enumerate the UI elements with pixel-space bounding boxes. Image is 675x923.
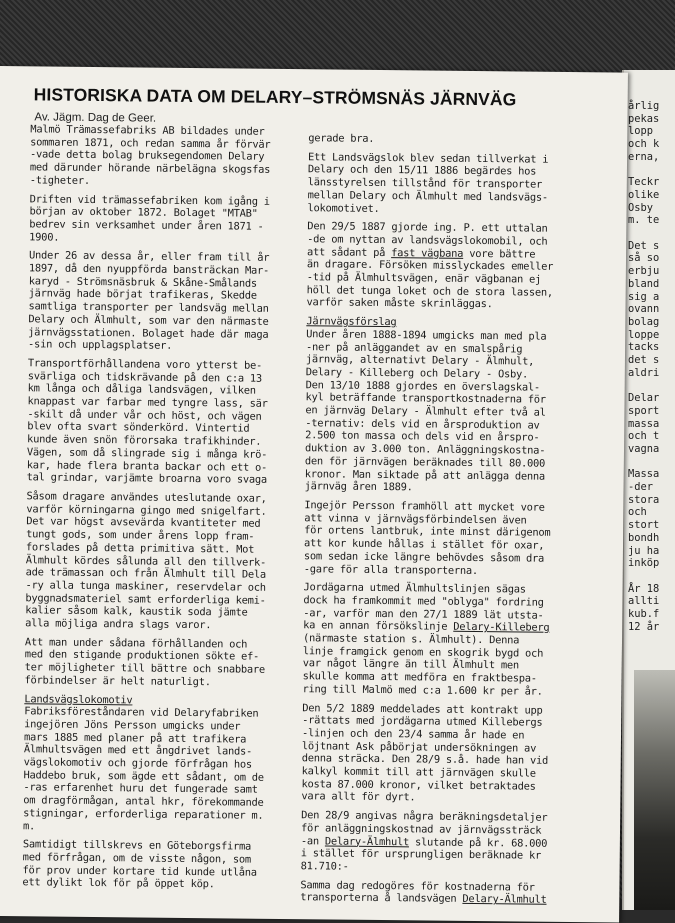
text-line: Samtidigt tillskrevs en Göteborgsfirma xyxy=(22,838,252,853)
text-line: kunde även snön förorsaka trafikhinder. xyxy=(27,433,262,448)
text-line: -de om nyttan av landsvägslokomobil, och xyxy=(307,233,548,248)
text-line: förbindelser är helt naturligt. xyxy=(24,674,211,689)
text-line: bedrev sin verksamhet under åren 1871 - xyxy=(29,218,264,233)
text-line: -sin och upplagsplatser. xyxy=(28,338,173,353)
text-line: höll det tunga loket och de stora lassen, xyxy=(306,283,553,299)
text-line: ter möjligheter till bättre och snabbare xyxy=(24,661,265,676)
text-line: mellan Delary och Älmhult med landsvägs- xyxy=(307,189,548,204)
text-line: att kor kunde hållas i stället för oxar, xyxy=(303,537,545,552)
adjacent-text-line: sig a xyxy=(628,290,660,303)
text-line: ade trämassan och från Älmhult till Dela xyxy=(25,566,266,582)
adjacent-text-line: loppe xyxy=(628,328,660,341)
text-line: tungt gods, som under årens lopp fram- xyxy=(26,528,255,543)
text-line: Ingejör Persson framhöll att mycket vore xyxy=(304,499,545,514)
text-line: ingejören Jöns Persson umgicks under xyxy=(24,718,241,733)
text-line: -ner på anläggandet av en smalspårig xyxy=(306,340,523,356)
text-line: lokomotivet. xyxy=(307,201,380,215)
text-line: med förfrågan, om de visste någon, som xyxy=(22,851,251,866)
adjacent-text-line: erna, xyxy=(628,150,660,163)
adjacent-text-line: Delar xyxy=(628,392,660,405)
adjacent-text-line: massa xyxy=(628,417,660,430)
adjacent-text-line: och t xyxy=(628,430,660,443)
adjacent-text-line: År 18 xyxy=(628,582,660,595)
text-line: Älmhultsvägen med ett ångdrivet lands- xyxy=(23,743,253,759)
text-line: -rättats med jordägarna utmed Killebergs xyxy=(302,714,543,729)
adjacent-text-line: så so xyxy=(628,252,660,265)
text-line: med därunder hörande närbelägna skogsfas xyxy=(29,161,271,176)
adjacent-text-line: bolag xyxy=(628,315,660,328)
adjacent-text-line: kub.f xyxy=(628,608,660,621)
paragraph xyxy=(307,151,608,218)
text-line: m. xyxy=(22,819,36,832)
text-line: Samma dag redogöres för kostnaderna för xyxy=(300,878,535,894)
left-column xyxy=(22,123,305,898)
text-line: Under 26 av dessa år, eller fram till år xyxy=(28,249,270,265)
text-line: järnväg hade börjat trafikeras, Skedde xyxy=(28,287,257,303)
text-line: blev ofta svart sönderkörd. Vintertid xyxy=(27,420,250,436)
text-line: varför körningarna gingo med snigelfart. xyxy=(26,502,267,518)
text-line: 2.500 ton massa och dels vid en årspro- xyxy=(305,429,540,445)
text-line: -ar, varför man den 27/1 1889 lät utsta- xyxy=(303,606,544,622)
paragraph xyxy=(23,693,299,836)
text-line: varför saken måste skrinläggas. xyxy=(306,296,493,311)
text-line: kyl beträffande transportkostnaderna för xyxy=(305,391,546,407)
text-line: än dragare. Försöken misslyckades emeller xyxy=(306,258,554,274)
text-line: skulle komma att medföra en fraktbespa- xyxy=(302,670,537,685)
text-line: Vägen, som då slingrade sig i många krö- xyxy=(26,446,268,461)
text-line: länsstyrelsen tillstånd för transporter xyxy=(307,176,543,191)
paragraph xyxy=(28,250,304,354)
text-line: gerade bra. xyxy=(308,132,375,145)
text-line: Delary - Killeberg och Delary - Osby. xyxy=(305,366,529,381)
paragraph xyxy=(301,809,602,876)
text-line: vägslokomotiv och gjorde förfrågan hos xyxy=(23,756,252,771)
text-line: järnväg åren 1889. xyxy=(304,480,413,494)
text-line: i stället för ursprungligen beräknade kr xyxy=(300,847,542,862)
adjacent-text-line: Det s xyxy=(628,239,660,252)
paragraph xyxy=(22,839,298,893)
paragraph xyxy=(305,315,607,496)
adjacent-text-line: inköp xyxy=(628,557,660,570)
adjacent-text-line: lopp xyxy=(628,125,654,138)
text-line: alla möjliga andra slags varor. xyxy=(25,617,212,632)
text-line: transporterna å landsvägen Delary-Älmhult xyxy=(300,891,547,907)
text-line: Den 28/9 angivas några beräkningsdetaljer xyxy=(301,809,548,824)
text-line: järnvägsstationen. Bolaget hade där maga xyxy=(28,325,269,341)
text-line: Under åren 1888-1894 umgicks man med pla xyxy=(306,328,547,343)
text-line: duktion av 3.000 ton. Anläggningskostna- xyxy=(304,442,546,457)
adjacent-text-line: sport xyxy=(628,404,660,417)
adjacent-text-line: tacks xyxy=(628,341,660,354)
adjacent-text-line: Massa xyxy=(628,468,660,481)
text-line: -tid på Älmhultsvägen, enär vägbanan ej xyxy=(306,271,542,286)
text-line: löjtnant Ask påbörjat undersökningen av xyxy=(301,739,537,755)
text-line: km långa och dåliga landsvägen, vilken xyxy=(27,382,256,398)
text-line: -gare för alla transporterna. xyxy=(303,562,478,577)
adjacent-text-line xyxy=(628,570,659,583)
article-title: HISTORISKA DATA OM DELARY–STRÖMSNÄS JÄRNVÄG xyxy=(33,84,517,110)
adjacent-page xyxy=(622,70,675,910)
adjacent-text-line: pekas xyxy=(628,112,660,125)
text-line: början av oktober 1872. Bolaget "MTAB" xyxy=(29,205,258,220)
text-line: 1900. xyxy=(29,230,60,244)
text-line: Driften vid trämassefabriken kom igång i xyxy=(29,192,270,208)
text-line: Såsom dragare användes uteslutande oxar, xyxy=(26,490,267,505)
text-line: Jordägarna utmed Älmhultslinjen sägas xyxy=(303,581,526,596)
adjacent-text-line xyxy=(628,379,659,392)
document-page xyxy=(0,66,628,923)
text-line: -ternativ: dels vid en årsproduktion av xyxy=(305,416,540,432)
text-line: samtliga transporter per landsväg mellan xyxy=(28,300,269,315)
paragraph xyxy=(308,132,608,148)
text-line: kalkyl kommit till att järnvägen skulle xyxy=(301,765,536,780)
text-line: Delary och den 15/11 1886 begärdes hos xyxy=(307,163,537,179)
adjacent-text-line: olike xyxy=(628,188,660,201)
text-line: 1897, då den nyuppförda bansträckan Mar- xyxy=(28,262,270,277)
adjacent-text-line: Teckr xyxy=(628,176,660,189)
text-line: var något längre än till Älmhult men xyxy=(302,657,520,672)
paragraph xyxy=(25,490,301,633)
adjacent-text-line: allti xyxy=(628,595,660,608)
text-line: kar, hade flera branta backar och ett o- xyxy=(26,458,268,474)
paragraph xyxy=(30,123,306,189)
text-line: svärliga och tidskrävande på den c:a 13 xyxy=(27,369,263,385)
text-line: knappast var farbar med tyngre lass, sär xyxy=(27,395,268,410)
adjacent-text-line: det s xyxy=(628,354,660,367)
adjacent-text-line: Osby xyxy=(628,201,654,214)
text-line: 81.710:- xyxy=(300,860,349,873)
text-line: för ortens lantbruk, inte minst därigenom xyxy=(304,524,551,540)
text-line: -ras erfarenhet huru det fungerade samt xyxy=(23,781,258,797)
text-line: karyd - Strömsnäsbruk & Skåne-Smålands xyxy=(28,275,258,290)
text-line: för prov under kortare tid kunde utlåna xyxy=(22,863,257,879)
text-line: sommaren 1871, och redan samma år förvär xyxy=(30,136,271,151)
text-line: Den 13/10 1888 gjordes en överslagskal- xyxy=(305,378,540,394)
text-line: byggnadsmateriel samt erforderliga kemi- xyxy=(25,591,266,607)
text-line: -linjen och den 23/4 samma år hade en xyxy=(301,727,525,742)
paragraph xyxy=(306,220,607,312)
text-line: Att man under sådana förhållanden och xyxy=(24,636,248,651)
adjacent-text-line xyxy=(628,164,659,177)
paragraph xyxy=(302,581,603,698)
text-line: (närmaste station s. Älmhult). Denna xyxy=(302,632,520,647)
text-line: Fabriksföreståndaren vid Delaryfabriken xyxy=(24,705,259,720)
text-line: Det var högst avsevärda kvantiteter med xyxy=(26,515,261,531)
text-line: Älmhult kördes sålunda all den tillverk- xyxy=(25,553,267,569)
adjacent-text-line: -der xyxy=(628,481,654,494)
adjacent-text-line: erbju xyxy=(628,265,660,278)
adjacent-text-line: m. te xyxy=(628,214,660,227)
text-line: att vinna v järnvägsförbindelsen även xyxy=(304,511,527,527)
adjacent-text-line: ju ha xyxy=(628,544,660,557)
text-line: denna sträcka. Den 28/9 s.å. hade han vid xyxy=(301,752,549,768)
text-line: ring till Malmö med c:a 1.600 kr per år. xyxy=(302,683,543,698)
adjacent-text-line: aldri xyxy=(628,366,660,379)
section-heading: Landsvägslokomotiv xyxy=(24,692,133,706)
text-line: kronor. Man siktade på att anlägga denna xyxy=(304,467,546,483)
paragraph xyxy=(27,357,303,487)
text-line: ka en annan försökslinje Delary-Killeberg xyxy=(303,619,550,635)
text-line: -ry alla tunga maskiner, reservdelar och xyxy=(25,579,266,594)
paragraph xyxy=(304,499,605,578)
text-line: linje framgick genom en skogrik bygd och xyxy=(302,644,544,660)
adjacent-text-line: 12 år xyxy=(628,620,660,633)
adjacent-text-line xyxy=(628,227,659,240)
adjacent-text-line: ovann xyxy=(628,303,660,316)
adjacent-text-line: stort xyxy=(628,519,660,532)
text-line: att sådant på fast vägbana vore bättre xyxy=(307,245,536,261)
adjacent-page-photo xyxy=(634,670,675,910)
text-line: Malmö Trämassefabriks AB bildades under xyxy=(30,123,265,138)
adjacent-text-line: vagna xyxy=(628,442,660,455)
text-line: den för järnvägen beräknades till 80.000 xyxy=(304,455,546,470)
text-line: som sedan icke längre behövdes såsom dra xyxy=(303,550,545,565)
text-line: ett dylikt lok för på öppet köp. xyxy=(22,876,215,891)
text-line: vara allt för dyrt. xyxy=(301,790,416,804)
text-line: kosta 87.000 kronor, vilket betraktades xyxy=(301,777,536,793)
text-line: stigningar, erforderliga reparationer m. xyxy=(23,807,264,822)
section-heading: Järnvägsförslag xyxy=(306,315,397,329)
text-line: dock ha framkommit med "oblyga" fordring xyxy=(303,594,544,609)
adjacent-text-line: bland xyxy=(628,277,660,290)
text-line: Transportförhållandena voro ytterst be- xyxy=(27,357,263,372)
paragraph xyxy=(301,702,602,807)
paragraph xyxy=(25,636,301,690)
text-line: -vade detta bolag bruksegendomen Delary xyxy=(30,148,265,164)
adjacent-page-text xyxy=(628,100,659,633)
text-line: -tigheter. xyxy=(29,174,90,187)
adjacent-text-line: stora xyxy=(628,493,660,506)
paragraph xyxy=(29,193,305,247)
adjacent-text-line: och xyxy=(628,506,647,519)
text-line: en järnväg Delary - Älmhult efter två al xyxy=(305,404,546,419)
adjacent-text-line xyxy=(628,456,659,469)
text-line: Haddebo bruk, som ägde ett sådant, om de xyxy=(23,769,264,784)
text-line: -an Delary-Älmhult slutande på kr. 68.000 xyxy=(300,834,548,850)
text-line: mars 1885 med planer på att trafikera xyxy=(23,730,247,746)
right-column xyxy=(300,132,608,913)
text-line: med den stigande produktionen sökte ef- xyxy=(24,648,260,664)
text-line: tal grindar, varjämte broarna voro svaga xyxy=(26,471,267,487)
adjacent-text-line: och k xyxy=(628,138,660,151)
text-line: Delary och Älmhult, som var den närmaste xyxy=(28,313,269,328)
article-byline: Av. Jägm. Dag de Geer. xyxy=(34,111,157,125)
text-line: järnväg, alternativt Delary - Älmhult, xyxy=(305,353,535,368)
adjacent-text-line: årlig xyxy=(628,100,660,112)
text-line: kalier såsom kalk, kaustik soda jämte xyxy=(25,604,248,619)
paragraph xyxy=(300,879,600,908)
text-line: -skilt då under vår och höst, och vägen xyxy=(27,408,262,423)
text-line: för anläggningskostnad av järnvägssträck xyxy=(300,822,542,837)
adjacent-text-line: bondh xyxy=(628,531,660,544)
text-line: om dragförmågan, antal hkr, förekommande xyxy=(23,794,264,809)
text-line: Den 29/5 1887 gjorde ing. P. ett uttalan xyxy=(307,220,548,235)
text-line: Ett Landsvägslok blev sedan tillverkat i xyxy=(308,150,549,166)
text-line: forslades på detta primitiva sätt. Mot xyxy=(25,541,255,556)
text-line: Den 5/2 1889 meddelades att kontrakt upp xyxy=(302,701,543,717)
